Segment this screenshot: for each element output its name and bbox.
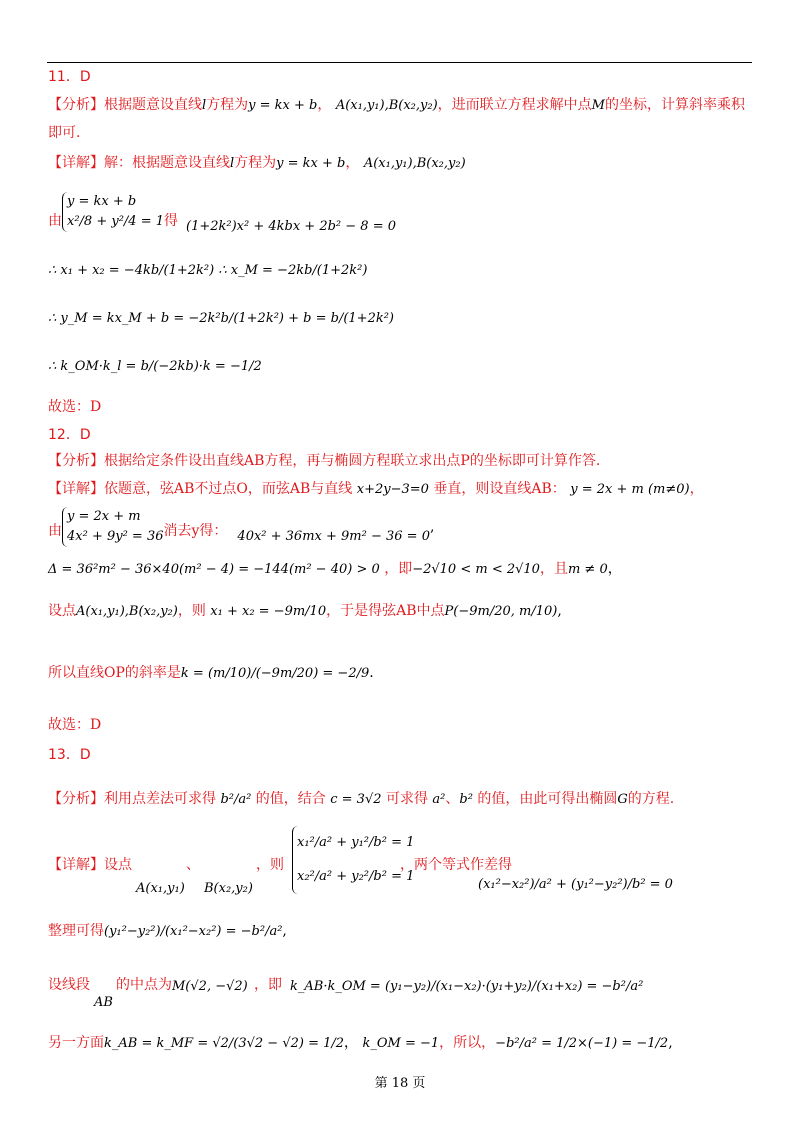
- q12-detail: 【详解】依题意，弦AB不过点O，而弦AB与直线 x+2y−3=0 垂直，则设直线AB： y = 2x + m (m≠0)，: [48, 481, 704, 497]
- q12-answer: 12．D: [48, 427, 91, 443]
- q11-system: 由 y = kx + b x²/8 + y²/4 = 1 得 (1+2k²)x² + 4kbx + 2b² − 8 = 0: [48, 194, 396, 234]
- q11-choice: 故选：D: [48, 399, 102, 415]
- q11-system-brace: y = kx + b x²/8 + y²/4 = 1: [62, 192, 164, 232]
- q11-eq4: ∴ k_OM·k_l = b/(−2kb)·k = −1/2: [48, 359, 262, 374]
- q12-system-brace: y = 2x + m 4x² + 9y² = 36: [62, 507, 164, 547]
- q13-system-brace: x₁²/a² + y₁²/b² = 1 x₂²/a² + y₂²/b² = 1: [292, 826, 414, 894]
- q12-choice: 故选：D: [48, 717, 102, 733]
- q12-slope: 所以直线OP的斜率是k = (m/10)/(−9m/20) = −2/9.: [48, 665, 374, 681]
- q13-other: 另一方面k_AB = k_MF = √2/(3√2 − √2) = 1/2， k_OM = −1，所以，−b²/a² = 1/2×(−1) = −1/2,: [48, 1035, 673, 1051]
- q12-delta: Δ = 36²m² − 36×40(m² − 4) = −144(m² − 40) > 0 ，即−2√10 < m < 2√10，且m ≠ 0，: [48, 561, 622, 577]
- q11-analysis: 【分析】根据题意设直线l方程为y = kx + b， A(x₁,y₁),B(x₂,y₂)，进而联立方程求解中点M的坐标，计算斜率乘积: [48, 97, 745, 113]
- q11-eq3: ∴ y_M = kx_M + b = −2k²b/(1+2k²) + b = b/(1+2k²): [48, 311, 394, 326]
- q11-eq2: ∴ x₁ + x₂ = −4kb/(1+2k²) ∴ x_M = −2kb/(1+2k²): [48, 263, 368, 278]
- q13-analysis: 【分析】利用点差法可求得 b²/a² 的值，结合 c = 3√2 可求得 a²、b² 的值，由此可得出椭圆G的方程.: [48, 791, 675, 807]
- q13-tidy: 整理可得(y₁²−y₂²)/(x₁²−x₂²) = −b²/a²,: [48, 923, 287, 939]
- q12-analysis: 【分析】根据给定条件设出直线AB方程，再与椭圆方程联立求出点P的坐标即可计算作答.: [48, 453, 601, 469]
- q13-answer: 13．D: [48, 747, 91, 763]
- q12-points: 设点A(x₁,y₁),B(x₂,y₂)，则 x₁ + x₂ = −9m/10，于是得弦AB中点P(−9m/20, m/10),: [48, 603, 562, 619]
- q11-detail: 【详解】解：根据题意设直线l方程为y = kx + b， A(x₁,y₁),B(x₂,y₂): [48, 155, 466, 171]
- q11-answer: 11．D: [48, 69, 91, 85]
- page-number: 第 18 页: [374, 1076, 426, 1091]
- q11-analysis-cont: 即可.: [48, 125, 81, 141]
- q11-analysis-label: 【分析】: [48, 97, 104, 113]
- header-rule: [47, 62, 752, 63]
- q12-system: 由 y = 2x + m 4x² + 9y² = 36 消去y得： 40x² + 36mx + 9m² − 36 = 0 ,: [48, 506, 434, 548]
